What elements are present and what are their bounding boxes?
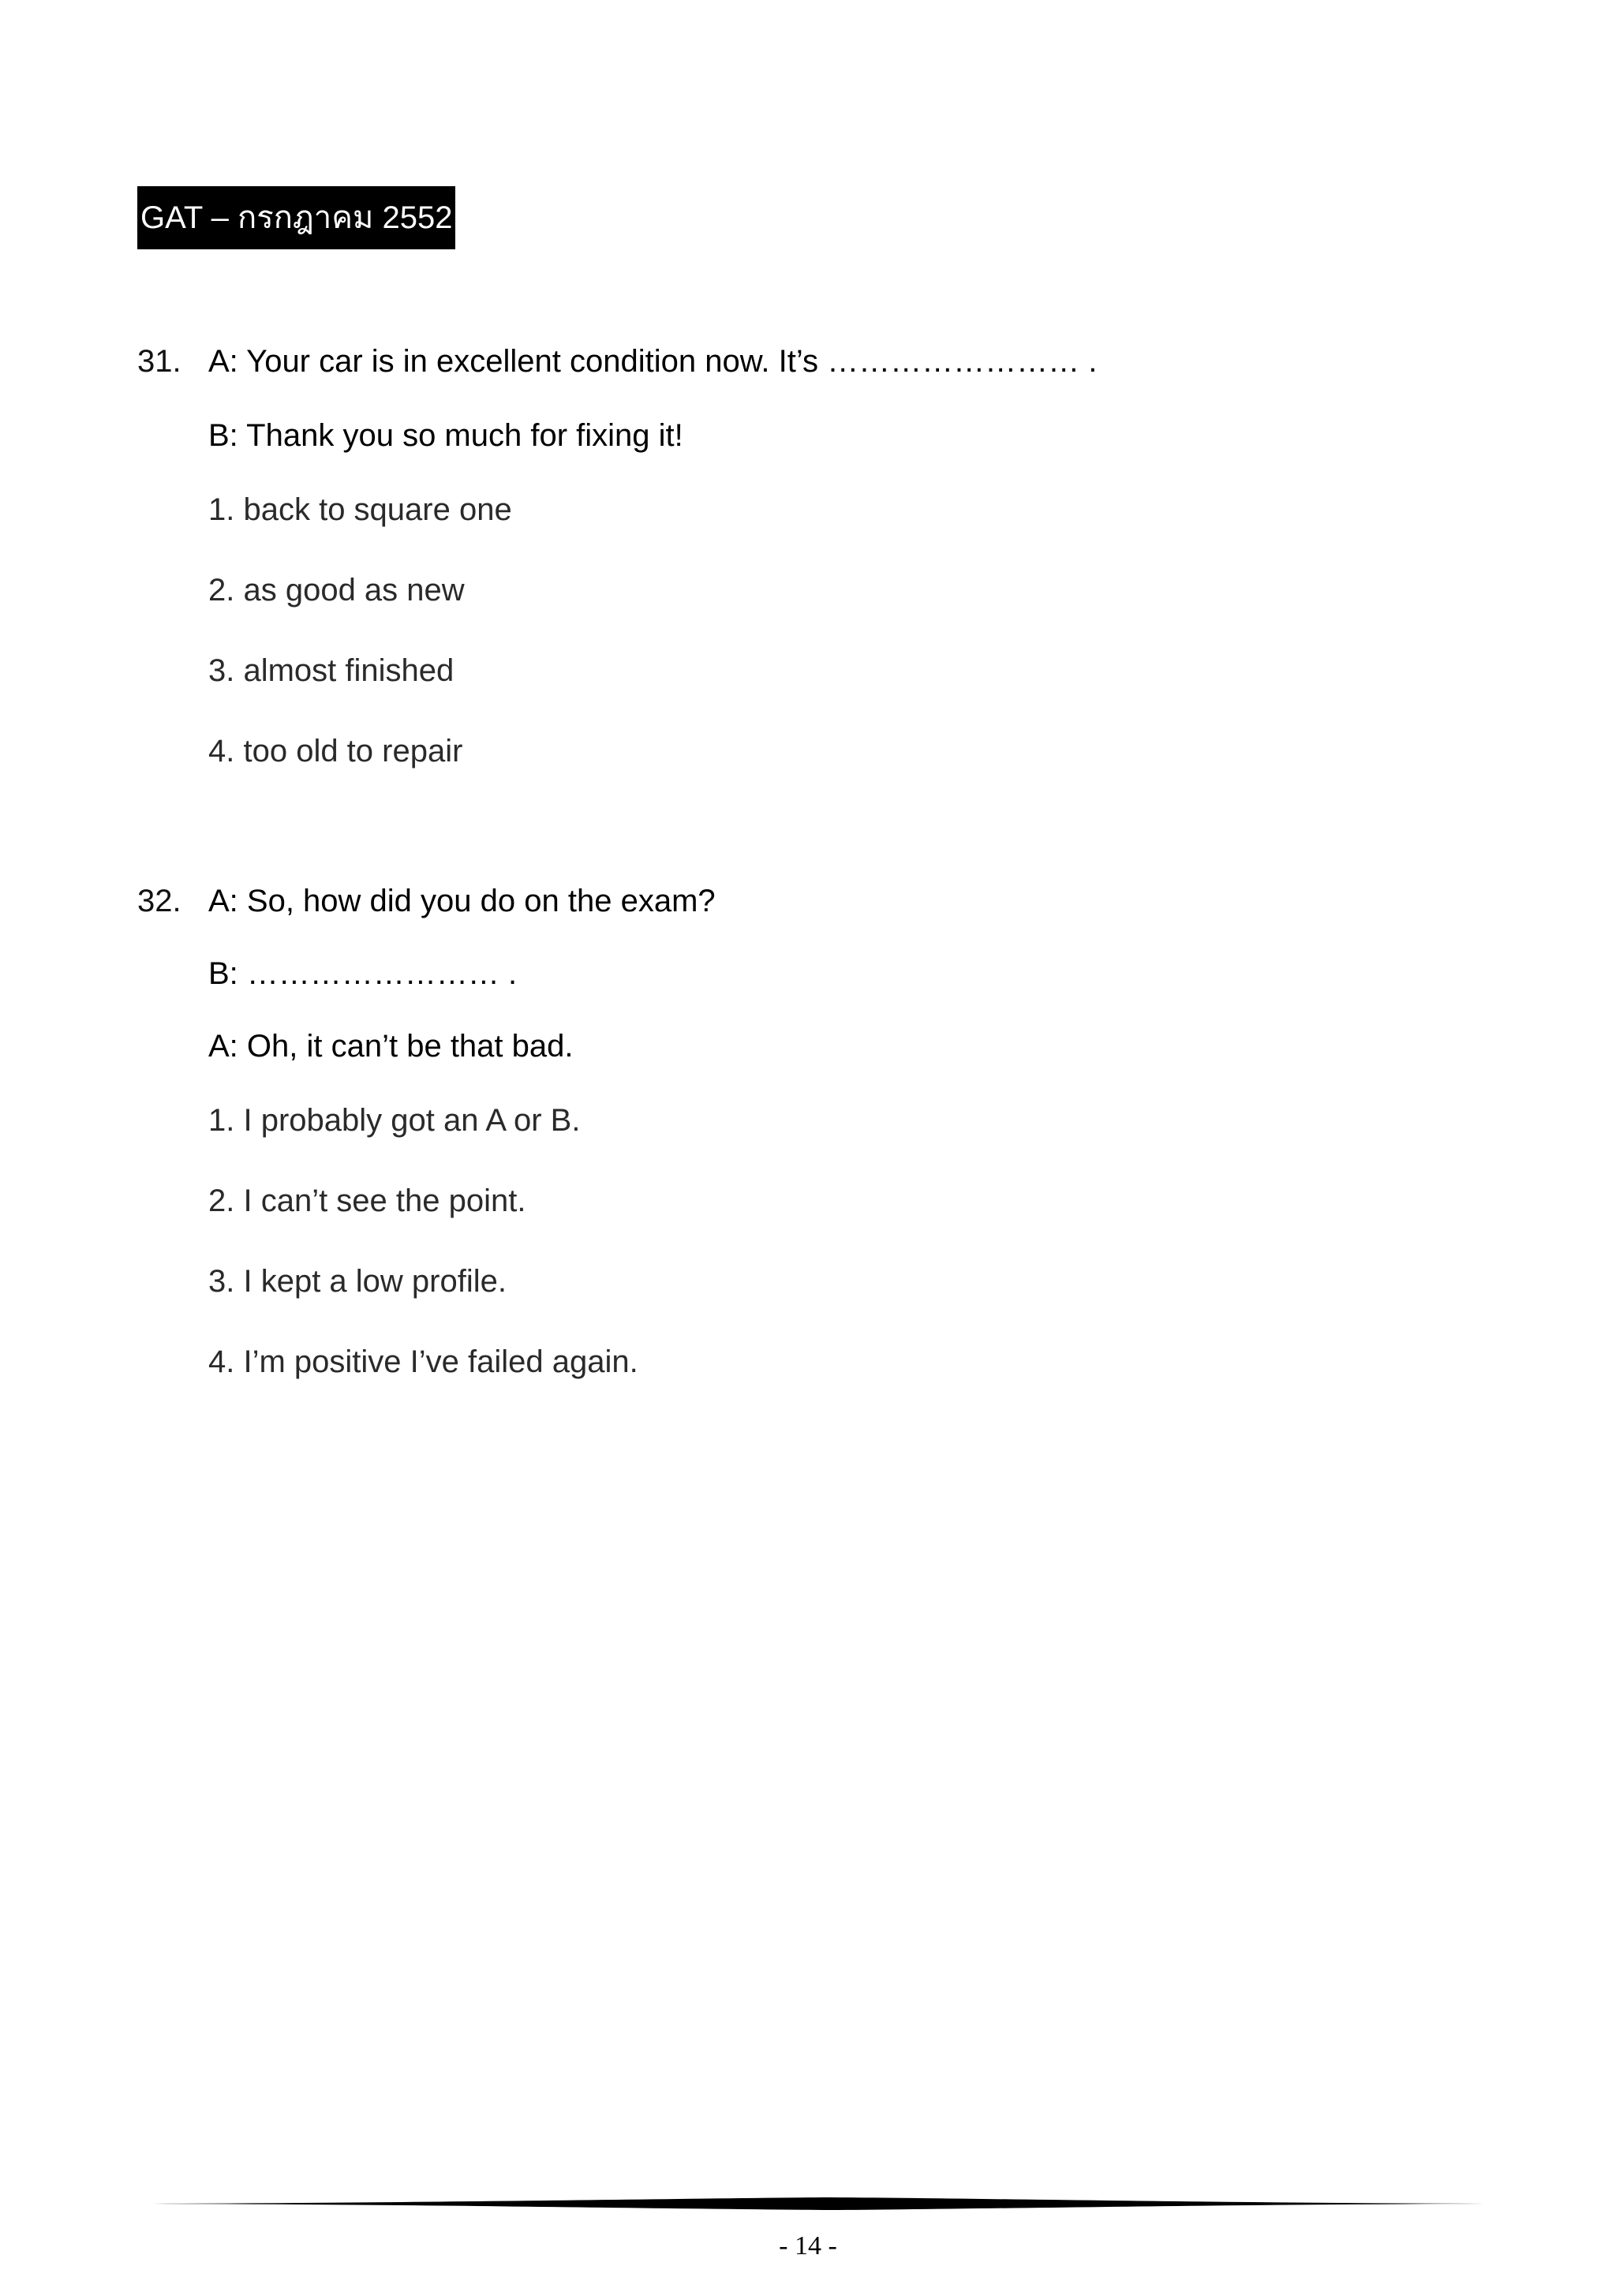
answer-option-3: 3. I kept a low profile. [208,1264,507,1299]
exam-header-badge: GAT – กรกฎาคม 2552 [137,186,455,249]
page-number: - 14 - [779,2231,837,2260]
dialog-line-b: B: …………………… . [208,956,518,991]
dialog-line-a: A: So, how did you do on the exam? [208,884,716,918]
question-number: 31. [137,344,181,379]
dialog-line-b: B: Thank you so much for fixing it! [208,418,683,453]
footer-divider [136,2194,1485,2213]
answer-option-2: 2. as good as new [208,573,465,608]
answer-option-1: 1. I probably got an A or B. [208,1103,581,1138]
answer-option-1: 1. back to square one [208,492,512,527]
question-number: 32. [137,884,181,918]
answer-option-4: 4. too old to repair [208,734,463,768]
answer-option-4: 4. I’m positive I’ve failed again. [208,1344,638,1379]
dialog-line-a-reply: A: Oh, it can’t be that bad. [208,1029,574,1064]
dialog-line-a: A: Your car is in excellent condition now. It’s …………………… . [208,344,1098,379]
question-31 [137,338,1479,787]
answer-option-3: 3. almost finished [208,653,454,688]
answer-option-2: 2. I can’t see the point. [208,1184,526,1218]
question-32 [137,877,1479,1398]
